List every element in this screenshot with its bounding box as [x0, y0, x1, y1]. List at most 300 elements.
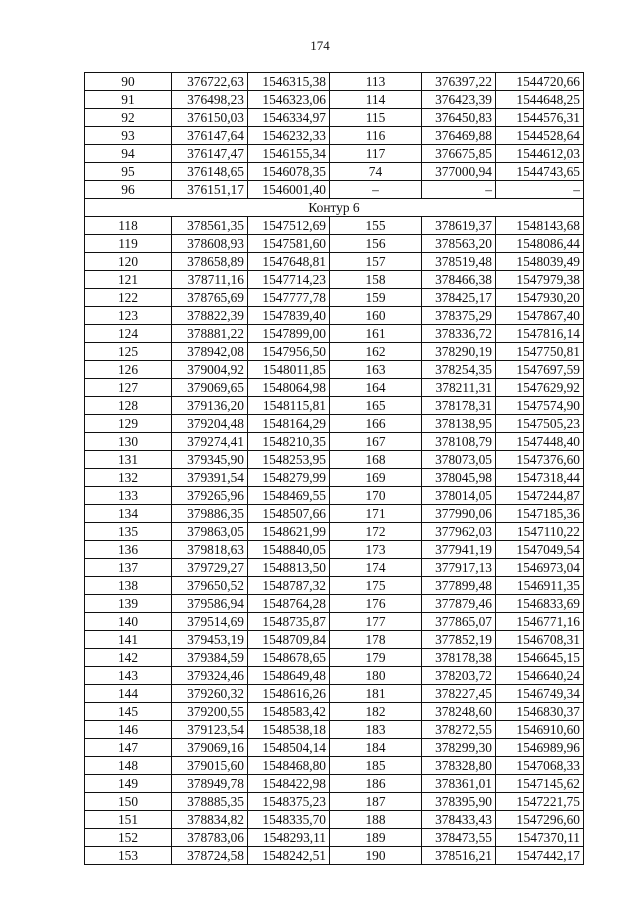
x-coordinate-cell: 378108,79: [422, 433, 496, 451]
y-coordinate-cell: 1547574,90: [496, 397, 584, 415]
point-number-cell: 144: [85, 685, 172, 703]
y-coordinate-cell: 1546749,34: [496, 685, 584, 703]
point-number-cell: 178: [330, 631, 422, 649]
y-coordinate-cell: 1548735,87: [248, 613, 330, 631]
point-number-cell: 179: [330, 649, 422, 667]
point-number-cell: 91: [85, 91, 172, 109]
table-row: [85, 667, 584, 685]
point-number-cell: 123: [85, 307, 172, 325]
x-coordinate-cell: 376150,03: [172, 109, 248, 127]
point-number-cell: 128: [85, 397, 172, 415]
y-coordinate-cell: 1546910,60: [496, 721, 584, 739]
point-number-cell: 147: [85, 739, 172, 757]
x-coordinate-cell: 377879,46: [422, 595, 496, 613]
point-number-cell: 164: [330, 379, 422, 397]
y-coordinate-cell: 1547629,92: [496, 379, 584, 397]
y-coordinate-cell: 1547648,81: [248, 253, 330, 271]
x-coordinate-cell: 378254,35: [422, 361, 496, 379]
x-coordinate-cell: 378336,72: [422, 325, 496, 343]
y-coordinate-cell: 1547777,78: [248, 289, 330, 307]
y-coordinate-cell: 1546771,16: [496, 613, 584, 631]
point-number-cell: 143: [85, 667, 172, 685]
y-coordinate-cell: 1548840,05: [248, 541, 330, 559]
point-number-cell: 171: [330, 505, 422, 523]
y-coordinate-cell: 1547505,23: [496, 415, 584, 433]
y-coordinate-cell: 1548039,49: [496, 253, 584, 271]
x-coordinate-cell: 378014,05: [422, 487, 496, 505]
x-coordinate-cell: 378608,93: [172, 235, 248, 253]
x-coordinate-cell: 378561,35: [172, 217, 248, 235]
section-title: Контур 6: [85, 199, 584, 217]
x-coordinate-cell: 376498,23: [172, 91, 248, 109]
x-coordinate-cell: 376397,22: [422, 73, 496, 91]
y-coordinate-cell: 1547930,20: [496, 289, 584, 307]
x-coordinate-cell: 379123,54: [172, 721, 248, 739]
table-row: [85, 685, 584, 703]
y-coordinate-cell: 1548709,84: [248, 631, 330, 649]
y-coordinate-cell: 1548504,14: [248, 739, 330, 757]
point-number-cell: 185: [330, 757, 422, 775]
y-coordinate-cell: 1546001,40: [248, 181, 330, 199]
y-coordinate-cell: 1548649,48: [248, 667, 330, 685]
y-coordinate-cell: 1546078,35: [248, 163, 330, 181]
x-coordinate-cell: 376675,85: [422, 145, 496, 163]
point-number-cell: 157: [330, 253, 422, 271]
point-number-cell: 142: [85, 649, 172, 667]
table-row: [85, 757, 584, 775]
point-number-cell: 96: [85, 181, 172, 199]
point-number-cell: 138: [85, 577, 172, 595]
point-number-cell: 166: [330, 415, 422, 433]
point-number-cell: –: [330, 181, 422, 199]
x-coordinate-cell: 378942,08: [172, 343, 248, 361]
point-number-cell: 177: [330, 613, 422, 631]
point-number-cell: 175: [330, 577, 422, 595]
point-number-cell: 172: [330, 523, 422, 541]
x-coordinate-cell: 378178,38: [422, 649, 496, 667]
table-row: [85, 343, 584, 361]
y-coordinate-cell: 1547318,44: [496, 469, 584, 487]
y-coordinate-cell: 1547370,11: [496, 829, 584, 847]
x-coordinate-cell: 379200,55: [172, 703, 248, 721]
table-row: [85, 559, 584, 577]
y-coordinate-cell: 1546155,34: [248, 145, 330, 163]
point-number-cell: 153: [85, 847, 172, 865]
x-coordinate-cell: 378724,58: [172, 847, 248, 865]
point-number-cell: 120: [85, 253, 172, 271]
x-coordinate-cell: 378328,80: [422, 757, 496, 775]
point-number-cell: 182: [330, 703, 422, 721]
x-coordinate-cell: 378272,55: [422, 721, 496, 739]
table-row: [85, 271, 584, 289]
table-row: [85, 127, 584, 145]
y-coordinate-cell: 1546708,31: [496, 631, 584, 649]
table-row: [85, 379, 584, 397]
table-row: [85, 721, 584, 739]
y-coordinate-cell: 1546911,35: [496, 577, 584, 595]
point-number-cell: 151: [85, 811, 172, 829]
table-row: [85, 163, 584, 181]
table-row: [85, 253, 584, 271]
x-coordinate-cell: 376469,88: [422, 127, 496, 145]
y-coordinate-cell: 1548164,29: [248, 415, 330, 433]
x-coordinate-cell: 376151,17: [172, 181, 248, 199]
page-number: 174: [310, 38, 330, 53]
table-row: [85, 541, 584, 559]
y-coordinate-cell: 1548538,18: [248, 721, 330, 739]
x-coordinate-cell: 377941,19: [422, 541, 496, 559]
table-row: [85, 793, 584, 811]
y-coordinate-cell: –: [496, 181, 584, 199]
x-coordinate-cell: 379265,96: [172, 487, 248, 505]
x-coordinate-cell: 378299,30: [422, 739, 496, 757]
point-number-cell: 169: [330, 469, 422, 487]
table-row: [85, 487, 584, 505]
point-number-cell: 155: [330, 217, 422, 235]
point-number-cell: 117: [330, 145, 422, 163]
x-coordinate-cell: 378045,98: [422, 469, 496, 487]
y-coordinate-cell: 1547839,40: [248, 307, 330, 325]
x-coordinate-cell: 377852,19: [422, 631, 496, 649]
y-coordinate-cell: 1547376,60: [496, 451, 584, 469]
table-row: [85, 235, 584, 253]
y-coordinate-cell: 1546640,24: [496, 667, 584, 685]
x-coordinate-cell: 379015,60: [172, 757, 248, 775]
point-number-cell: 113: [330, 73, 422, 91]
x-coordinate-cell: 376423,39: [422, 91, 496, 109]
table-row: [85, 325, 584, 343]
y-coordinate-cell: 1548375,23: [248, 793, 330, 811]
y-coordinate-cell: 1548279,99: [248, 469, 330, 487]
x-coordinate-cell: 376147,47: [172, 145, 248, 163]
table-row: [85, 577, 584, 595]
x-coordinate-cell: 378885,35: [172, 793, 248, 811]
y-coordinate-cell: 1546323,06: [248, 91, 330, 109]
section-header-body: [85, 199, 584, 217]
y-coordinate-cell: 1548242,51: [248, 847, 330, 865]
point-number-cell: 137: [85, 559, 172, 577]
x-coordinate-cell: 379818,63: [172, 541, 248, 559]
point-number-cell: 174: [330, 559, 422, 577]
x-coordinate-cell: 379260,32: [172, 685, 248, 703]
table-row: [85, 91, 584, 109]
x-coordinate-cell: 376450,83: [422, 109, 496, 127]
point-number-cell: 189: [330, 829, 422, 847]
y-coordinate-cell: 1548787,32: [248, 577, 330, 595]
point-number-cell: 170: [330, 487, 422, 505]
point-number-cell: 126: [85, 361, 172, 379]
point-number-cell: 165: [330, 397, 422, 415]
table-row: [85, 451, 584, 469]
table-row: [85, 649, 584, 667]
x-coordinate-cell: 378516,21: [422, 847, 496, 865]
point-number-cell: 156: [330, 235, 422, 253]
y-coordinate-cell: 1544528,64: [496, 127, 584, 145]
y-coordinate-cell: 1547816,14: [496, 325, 584, 343]
point-number-cell: 163: [330, 361, 422, 379]
y-coordinate-cell: 1547899,00: [248, 325, 330, 343]
point-number-cell: 146: [85, 721, 172, 739]
y-coordinate-cell: 1548507,66: [248, 505, 330, 523]
table-row: [85, 73, 584, 91]
point-number-cell: 127: [85, 379, 172, 397]
x-coordinate-cell: 379391,54: [172, 469, 248, 487]
point-number-cell: 161: [330, 325, 422, 343]
x-coordinate-cell: 378881,22: [172, 325, 248, 343]
table-row: [85, 433, 584, 451]
x-coordinate-cell: 379729,27: [172, 559, 248, 577]
point-number-cell: 141: [85, 631, 172, 649]
y-coordinate-cell: 1547867,40: [496, 307, 584, 325]
x-coordinate-cell: 379453,19: [172, 631, 248, 649]
x-coordinate-cell: 378361,01: [422, 775, 496, 793]
point-number-cell: 124: [85, 325, 172, 343]
x-coordinate-cell: 378765,69: [172, 289, 248, 307]
y-coordinate-cell: 1547442,17: [496, 847, 584, 865]
table-row: [85, 469, 584, 487]
point-number-cell: 149: [85, 775, 172, 793]
point-number-cell: 125: [85, 343, 172, 361]
x-coordinate-cell: 378203,72: [422, 667, 496, 685]
x-coordinate-cell: 378425,17: [422, 289, 496, 307]
table-row: [85, 415, 584, 433]
x-coordinate-cell: 379384,59: [172, 649, 248, 667]
table-row: [85, 631, 584, 649]
y-coordinate-cell: 1546645,15: [496, 649, 584, 667]
x-coordinate-cell: 378519,48: [422, 253, 496, 271]
coordinates-table: [84, 72, 584, 865]
y-coordinate-cell: 1547956,50: [248, 343, 330, 361]
point-number-cell: 121: [85, 271, 172, 289]
point-number-cell: 116: [330, 127, 422, 145]
point-number-cell: 184: [330, 739, 422, 757]
point-number-cell: 190: [330, 847, 422, 865]
table-body-contour-6: [85, 217, 584, 865]
table-row: [85, 847, 584, 865]
y-coordinate-cell: 1546833,69: [496, 595, 584, 613]
table-row: [85, 739, 584, 757]
y-coordinate-cell: 1548011,85: [248, 361, 330, 379]
x-coordinate-cell: 377990,06: [422, 505, 496, 523]
x-coordinate-cell: 379586,94: [172, 595, 248, 613]
table-row: [85, 595, 584, 613]
point-number-cell: 183: [330, 721, 422, 739]
x-coordinate-cell: 378822,39: [172, 307, 248, 325]
table-row: [85, 217, 584, 235]
x-coordinate-cell: 379324,46: [172, 667, 248, 685]
table-row: [85, 829, 584, 847]
point-number-cell: 92: [85, 109, 172, 127]
x-coordinate-cell: 378073,05: [422, 451, 496, 469]
y-coordinate-cell: 1548583,42: [248, 703, 330, 721]
point-number-cell: 180: [330, 667, 422, 685]
x-coordinate-cell: 378138,95: [422, 415, 496, 433]
y-coordinate-cell: 1548813,50: [248, 559, 330, 577]
point-number-cell: 167: [330, 433, 422, 451]
point-number-cell: 176: [330, 595, 422, 613]
point-number-cell: 129: [85, 415, 172, 433]
point-number-cell: 159: [330, 289, 422, 307]
table-row: [85, 307, 584, 325]
y-coordinate-cell: 1547110,22: [496, 523, 584, 541]
x-coordinate-cell: 379863,05: [172, 523, 248, 541]
point-number-cell: 114: [330, 91, 422, 109]
y-coordinate-cell: 1544743,65: [496, 163, 584, 181]
x-coordinate-cell: 377917,13: [422, 559, 496, 577]
point-number-cell: 148: [85, 757, 172, 775]
y-coordinate-cell: 1544612,03: [496, 145, 584, 163]
point-number-cell: 122: [85, 289, 172, 307]
x-coordinate-cell: 378619,37: [422, 217, 496, 235]
y-coordinate-cell: 1548143,68: [496, 217, 584, 235]
y-coordinate-cell: 1547448,40: [496, 433, 584, 451]
point-number-cell: 131: [85, 451, 172, 469]
y-coordinate-cell: 1546973,04: [496, 559, 584, 577]
x-coordinate-cell: 378466,38: [422, 271, 496, 289]
y-coordinate-cell: 1546334,97: [248, 109, 330, 127]
x-coordinate-cell: 376147,64: [172, 127, 248, 145]
table-row: [85, 145, 584, 163]
x-coordinate-cell: 377899,48: [422, 577, 496, 595]
y-coordinate-cell: 1546989,96: [496, 739, 584, 757]
point-number-cell: 140: [85, 613, 172, 631]
x-coordinate-cell: 378783,06: [172, 829, 248, 847]
y-coordinate-cell: 1547145,62: [496, 775, 584, 793]
x-coordinate-cell: 379069,16: [172, 739, 248, 757]
point-number-cell: 132: [85, 469, 172, 487]
y-coordinate-cell: 1548678,65: [248, 649, 330, 667]
point-number-cell: 186: [330, 775, 422, 793]
y-coordinate-cell: 1548335,70: [248, 811, 330, 829]
section-row: [85, 199, 584, 217]
table-row: [85, 811, 584, 829]
y-coordinate-cell: 1547714,23: [248, 271, 330, 289]
x-coordinate-cell: 379514,69: [172, 613, 248, 631]
x-coordinate-cell: 378395,90: [422, 793, 496, 811]
point-number-cell: 94: [85, 145, 172, 163]
y-coordinate-cell: 1548422,98: [248, 775, 330, 793]
y-coordinate-cell: 1547581,60: [248, 235, 330, 253]
y-coordinate-cell: 1547185,36: [496, 505, 584, 523]
point-number-cell: 134: [85, 505, 172, 523]
x-coordinate-cell: 379886,35: [172, 505, 248, 523]
y-coordinate-cell: 1547068,33: [496, 757, 584, 775]
table-row: [85, 361, 584, 379]
y-coordinate-cell: 1547512,69: [248, 217, 330, 235]
x-coordinate-cell: 379345,90: [172, 451, 248, 469]
table-row: [85, 289, 584, 307]
x-coordinate-cell: 378473,55: [422, 829, 496, 847]
point-number-cell: 119: [85, 235, 172, 253]
y-coordinate-cell: 1546830,37: [496, 703, 584, 721]
x-coordinate-cell: 378211,31: [422, 379, 496, 397]
table-row: [85, 505, 584, 523]
x-coordinate-cell: 378375,29: [422, 307, 496, 325]
point-number-cell: 173: [330, 541, 422, 559]
point-number-cell: 136: [85, 541, 172, 559]
point-number-cell: 130: [85, 433, 172, 451]
x-coordinate-cell: 378248,60: [422, 703, 496, 721]
y-coordinate-cell: 1544648,25: [496, 91, 584, 109]
x-coordinate-cell: –: [422, 181, 496, 199]
x-coordinate-cell: 378711,16: [172, 271, 248, 289]
x-coordinate-cell: 378658,89: [172, 253, 248, 271]
table-row: [85, 397, 584, 415]
x-coordinate-cell: 376148,65: [172, 163, 248, 181]
point-number-cell: 162: [330, 343, 422, 361]
point-number-cell: 74: [330, 163, 422, 181]
y-coordinate-cell: 1547697,59: [496, 361, 584, 379]
x-coordinate-cell: 379004,92: [172, 361, 248, 379]
point-number-cell: 133: [85, 487, 172, 505]
y-coordinate-cell: 1547049,54: [496, 541, 584, 559]
y-coordinate-cell: 1547221,75: [496, 793, 584, 811]
y-coordinate-cell: 1548764,28: [248, 595, 330, 613]
x-coordinate-cell: 378433,43: [422, 811, 496, 829]
x-coordinate-cell: 376722,63: [172, 73, 248, 91]
y-coordinate-cell: 1548469,55: [248, 487, 330, 505]
x-coordinate-cell: 377000,94: [422, 163, 496, 181]
y-coordinate-cell: 1548086,44: [496, 235, 584, 253]
point-number-cell: 115: [330, 109, 422, 127]
point-number-cell: 188: [330, 811, 422, 829]
y-coordinate-cell: 1544720,66: [496, 73, 584, 91]
y-coordinate-cell: 1548253,95: [248, 451, 330, 469]
x-coordinate-cell: 379274,41: [172, 433, 248, 451]
point-number-cell: 90: [85, 73, 172, 91]
point-number-cell: 95: [85, 163, 172, 181]
x-coordinate-cell: 379136,20: [172, 397, 248, 415]
point-number-cell: 118: [85, 217, 172, 235]
y-coordinate-cell: 1548621,99: [248, 523, 330, 541]
y-coordinate-cell: 1548210,35: [248, 433, 330, 451]
point-number-cell: 135: [85, 523, 172, 541]
x-coordinate-cell: 379650,52: [172, 577, 248, 595]
y-coordinate-cell: 1548468,80: [248, 757, 330, 775]
x-coordinate-cell: 377962,03: [422, 523, 496, 541]
y-coordinate-cell: 1547979,38: [496, 271, 584, 289]
table-row: [85, 109, 584, 127]
point-number-cell: 152: [85, 829, 172, 847]
point-number-cell: 139: [85, 595, 172, 613]
x-coordinate-cell: 378290,19: [422, 343, 496, 361]
x-coordinate-cell: 378227,45: [422, 685, 496, 703]
y-coordinate-cell: 1548115,81: [248, 397, 330, 415]
x-coordinate-cell: 378949,78: [172, 775, 248, 793]
table-row: [85, 523, 584, 541]
y-coordinate-cell: 1548293,11: [248, 829, 330, 847]
point-number-cell: 181: [330, 685, 422, 703]
point-number-cell: 160: [330, 307, 422, 325]
y-coordinate-cell: 1547244,87: [496, 487, 584, 505]
point-number-cell: 187: [330, 793, 422, 811]
y-coordinate-cell: 1547750,81: [496, 343, 584, 361]
point-number-cell: 145: [85, 703, 172, 721]
x-coordinate-cell: 378178,31: [422, 397, 496, 415]
y-coordinate-cell: 1544576,31: [496, 109, 584, 127]
x-coordinate-cell: 379204,48: [172, 415, 248, 433]
point-number-cell: 158: [330, 271, 422, 289]
point-number-cell: 150: [85, 793, 172, 811]
point-number-cell: 93: [85, 127, 172, 145]
table-row: [85, 703, 584, 721]
table-row: [85, 775, 584, 793]
y-coordinate-cell: 1548064,98: [248, 379, 330, 397]
y-coordinate-cell: 1546232,33: [248, 127, 330, 145]
table-row: [85, 181, 584, 199]
table-body-top: [85, 73, 584, 199]
x-coordinate-cell: 378563,20: [422, 235, 496, 253]
